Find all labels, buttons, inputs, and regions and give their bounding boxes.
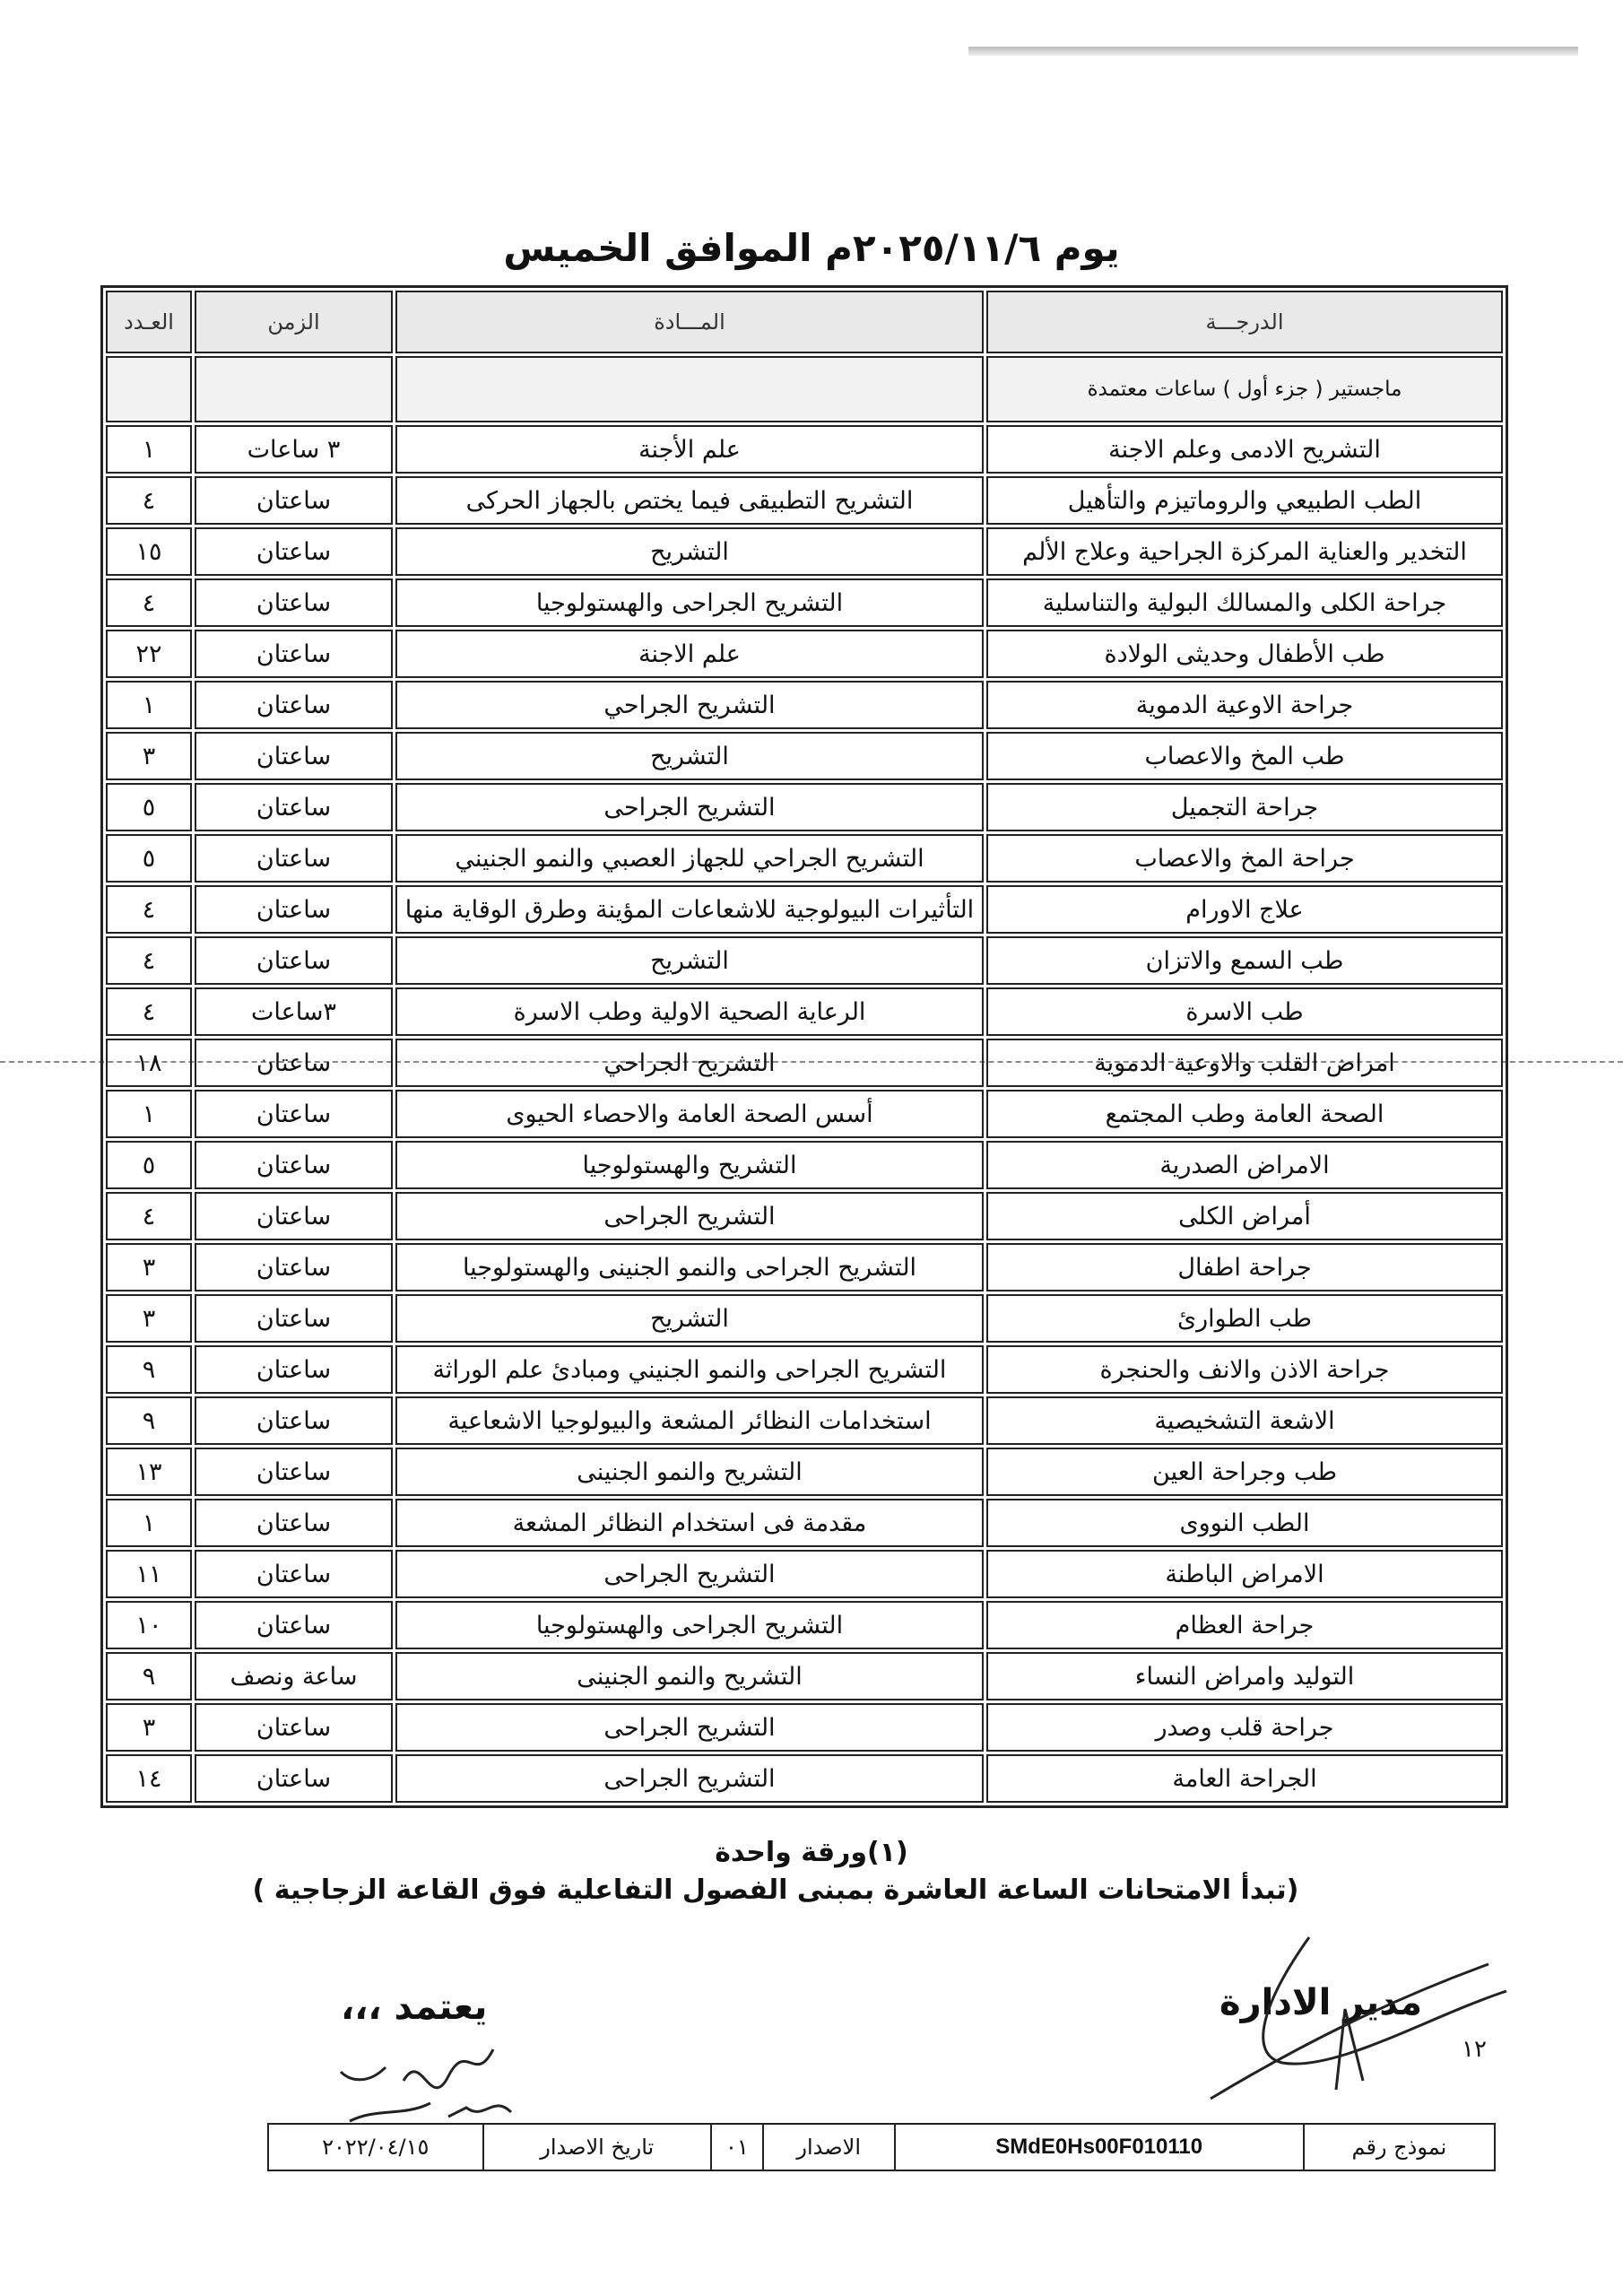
cell-subject: التشريح الجراحى [395,1192,984,1240]
cell-time: ساعتان [195,1192,393,1240]
cell-count: ٣ [106,732,192,780]
issue-date: ٢٠٢٢/٠٤/١٥ [268,2124,483,2170]
cell-subject: التشريح الجراحى والنمو الجنينى والهستولوجيا [395,1243,984,1292]
cell-time: ساعتان [195,1448,393,1496]
cell-subject: التشريح والنمو الجنينى [395,1448,984,1496]
table-row [106,885,1503,934]
cell-time: ساعتان [195,1345,393,1394]
cell-count: ١٠ [106,1601,192,1649]
cell-count: ٣ [106,1243,192,1292]
cell-time: ساعتان [195,834,393,883]
cell-subject: التشريح الجراحى والهستولوجيا [395,578,984,627]
cell-time: ساعتان [195,1294,393,1343]
cell-subject: التشريح [395,1294,984,1343]
cell-count: ٤ [106,885,192,934]
cell-degree: جراحة العظام [986,1601,1503,1649]
cell-subject: التشريح التطبيقى فيما يختص بالجهاز الحركى [395,476,984,525]
cell-time: ساعتان [195,1601,393,1649]
cell-count: ٤ [106,578,192,627]
cell-subject: التشريح الجراحي [395,1039,984,1087]
scan-edge [968,47,1578,56]
cell-degree: جراحة قلب وصدر [986,1703,1503,1752]
cell-count: ١١ [106,1550,192,1598]
table-row [106,1601,1503,1649]
cell-time: ساعتان [195,476,393,525]
cell-subject: التشريح والهستولوجيا [395,1141,984,1189]
cell-degree: الطب النووى [986,1499,1503,1547]
table-row [106,936,1503,985]
cell-subject: مقدمة فى استخدام النظائر المشعة [395,1499,984,1547]
empty-cell [106,356,192,422]
cell-degree: طب الأطفال وحديثى الولادة [986,630,1503,678]
cell-degree: طب السمع والاتزان [986,936,1503,985]
cell-time: ساعتان [195,681,393,729]
header-count: العـدد [106,291,192,353]
cell-count: ١٨ [106,1039,192,1087]
form-number-label: نموذج رقم [1304,2124,1495,2170]
cell-time: ساعتان [195,1550,393,1598]
issue-date-label: تاريخ الاصدار [483,2124,711,2170]
program-row [106,356,1503,422]
page-number: ١٢ [1462,2036,1487,2063]
table-row [106,834,1503,883]
cell-time: ٣ ساعات [195,425,393,474]
cell-subject: التأثيرات البيولوجية للاشعاعات المؤينة وطرق الوقاية منها [395,885,984,934]
approval-label: يعتمد ،،، [341,1987,488,2028]
header-degree: الدرجـــة [986,291,1503,353]
table-row [106,578,1503,627]
cell-subject: التشريح والنمو الجنينى [395,1652,984,1700]
table-row [106,1294,1503,1343]
table-row [106,1499,1503,1547]
cell-count: ٣ [106,1294,192,1343]
cell-time: ساعتان [195,1141,393,1189]
cell-count: ١٣ [106,1448,192,1496]
cell-count: ١٥ [106,527,192,576]
issue-label: الاصدار [763,2124,895,2170]
cell-subject: علم الأجنة [395,425,984,474]
cell-time: ساعتان [195,732,393,780]
cell-count: ٩ [106,1652,192,1700]
cell-degree: جراحة المخ والاعصاب [986,834,1503,883]
cell-degree: علاج الاورام [986,885,1503,934]
cell-subject: التشريح الجراحى [395,1754,984,1803]
table-row [106,1652,1503,1700]
cell-degree: جراحة اطفال [986,1243,1503,1292]
exam-schedule-table [100,285,1508,1808]
cell-count: ٩ [106,1345,192,1394]
cell-time: ساعتان [195,1243,393,1292]
cell-count: ٤ [106,936,192,985]
cell-time: ساعة ونصف [195,1652,393,1700]
cell-count: ٩ [106,1396,192,1445]
cell-time: ساعتان [195,783,393,831]
cell-time: ساعتان [195,630,393,678]
table-row [106,630,1503,678]
table-row [106,732,1503,780]
cell-subject: التشريح [395,527,984,576]
table-row [106,1243,1503,1292]
cell-subject: أسس الصحة العامة والاحصاء الحيوى [395,1090,984,1138]
cell-degree: جراحة التجميل [986,783,1503,831]
cell-subject: التشريح الجراحي [395,681,984,729]
cell-count: ٥ [106,783,192,831]
page-title: يوم ٢٠٢٥/١١/٦م الموافق الخميس [503,226,1120,270]
cell-count: ٤ [106,987,192,1036]
table-row [106,1550,1503,1598]
cell-time: ساعتان [195,527,393,576]
empty-cell [195,356,393,422]
cell-degree: أمراض الكلى [986,1192,1503,1240]
table-row [106,1345,1503,1394]
cell-degree: التشريح الادمى وعلم الاجنة [986,425,1503,474]
cell-count: ٤ [106,476,192,525]
cell-time: ساعتان [195,1039,393,1087]
header-time: الزمن [195,291,393,353]
cell-subject: الرعاية الصحية الاولية وطب الاسرة [395,987,984,1036]
cell-subject: استخدامات النظائر المشعة والبيولوجيا الاشعاعية [395,1396,984,1445]
cell-degree: طب المخ والاعصاب [986,732,1503,780]
cell-degree: الصحة العامة وطب المجتمع [986,1090,1503,1138]
cell-time: ساعتان [195,1396,393,1445]
issue-number: ٠١ [711,2124,763,2170]
cell-time: ٣ساعات [195,987,393,1036]
form-number: SMdE0Hs00F010110 [895,2124,1304,2170]
cell-count: ٣ [106,1703,192,1752]
cell-count: ١ [106,1090,192,1138]
cell-time: ساعتان [195,1703,393,1752]
program-label: ماجستير ( جزء أول ) ساعات معتمدة [986,356,1503,422]
cell-degree: الامراض الباطنة [986,1550,1503,1598]
table-row [106,783,1503,831]
cell-count: ٥ [106,1141,192,1189]
empty-cell [395,356,984,422]
cell-degree: طب الاسرة [986,987,1503,1036]
cell-time: ساعتان [195,1499,393,1547]
table-row [106,425,1503,474]
table-row [106,1396,1503,1445]
cell-degree: جراحة الاذن والانف والحنجرة [986,1345,1503,1394]
cell-degree: طب الطوارئ [986,1294,1503,1343]
manager-label: مدير الادارة [1219,1982,1423,2023]
cell-degree: التوليد وامراض النساء [986,1652,1503,1700]
cell-subject: التشريح الجراحى [395,1550,984,1598]
cell-subject: التشريح [395,936,984,985]
cell-subject: التشريح الجراحى والهستولوجيا [395,1601,984,1649]
cell-count: ٢٢ [106,630,192,678]
cell-subject: التشريح الجراحى والنمو الجنيني ومبادئ علم الوراثة [395,1345,984,1394]
table-row [106,1703,1503,1752]
cell-time: ساعتان [195,578,393,627]
table-row [106,1039,1503,1087]
cell-degree: الامراض الصدرية [986,1141,1503,1189]
table-row [106,1090,1503,1138]
cell-time: ساعتان [195,885,393,934]
cell-degree: الجراحة العامة [986,1754,1503,1803]
table-row [106,1192,1503,1240]
cell-degree: الطب الطبيعي والروماتيزم والتأهيل [986,476,1503,525]
signature-approver [296,2031,529,2130]
table-row [106,1754,1503,1803]
form-footer [267,2123,1496,2171]
cell-subject: التشريح الجراحى [395,1703,984,1752]
table-header [106,291,1503,353]
table-row [106,987,1503,1036]
cell-degree: التخدير والعناية المركزة الجراحية وعلاج الألم [986,527,1503,576]
cell-count: ٤ [106,1192,192,1240]
cell-degree: امراض القلب والاوعية الدموية [986,1039,1503,1087]
signature-manager [1193,1928,1533,2108]
cell-count: ١ [106,425,192,474]
cell-subject: علم الاجنة [395,630,984,678]
cell-degree: جراحة الاوعية الدموية [986,681,1503,729]
cell-count: ١ [106,681,192,729]
cell-time: ساعتان [195,936,393,985]
cell-degree: طب وجراحة العين [986,1448,1503,1496]
cell-time: ساعتان [195,1090,393,1138]
table-row [106,1448,1503,1496]
cell-degree: الاشعة التشخيصية [986,1396,1503,1445]
table-row [106,1141,1503,1189]
paper-note: (١)ورقة واحدة [715,1837,908,1868]
cell-time: ساعتان [195,1754,393,1803]
cell-subject: التشريح [395,732,984,780]
header-subject: المـــادة [395,291,984,353]
cell-count: ١٤ [106,1754,192,1803]
table-row [106,476,1503,525]
cell-degree: جراحة الكلى والمسالك البولية والتناسلية [986,578,1503,627]
cell-count: ٥ [106,834,192,883]
start-note: (تبدأ الامتحانات الساعة العاشرة بمبنى الفصول التفاعلية فوق القاعة الزجاجية ) [252,1874,1299,1906]
table-row [106,527,1503,576]
cell-subject: التشريح الجراحى [395,783,984,831]
table-row [106,681,1503,729]
cell-count: ١ [106,1499,192,1547]
cell-subject: التشريح الجراحي للجهاز العصبي والنمو الجنيني [395,834,984,883]
